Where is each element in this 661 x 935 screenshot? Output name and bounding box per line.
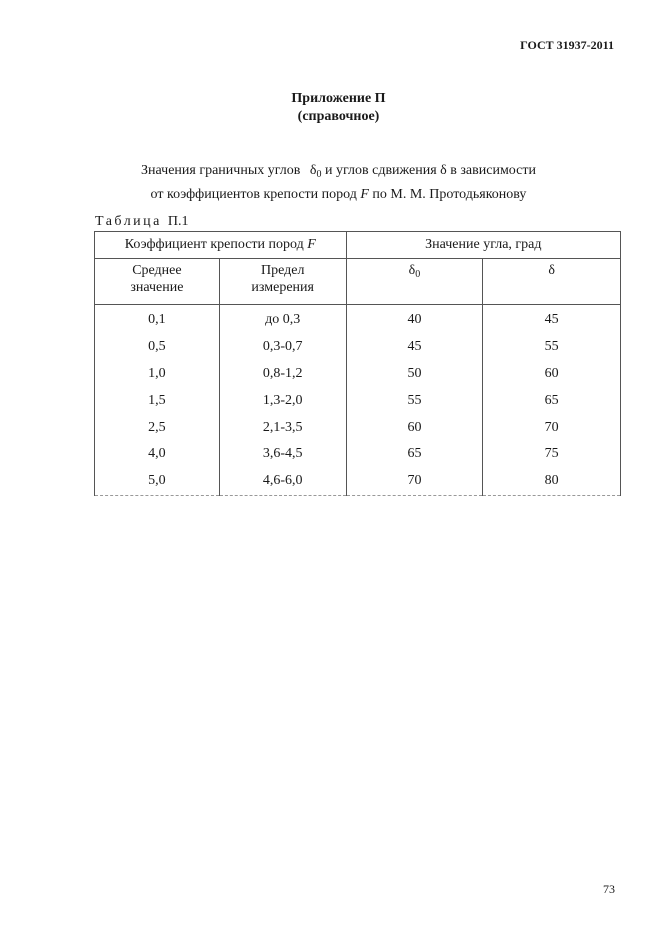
cell-d0: 45 [346,334,483,361]
cell-d0: 40 [346,305,483,334]
cell-d0: 70 [346,468,483,495]
cell-mean: 5,0 [95,468,220,495]
cell-d: 70 [483,414,621,441]
cell-d0: 65 [346,441,483,468]
table-row [95,414,621,441]
caption-line-2 [8,185,661,205]
table-row [95,468,621,495]
table-label-number: П.1 [167,214,189,229]
cell-range: 3,6-4,5 [219,441,346,468]
delta-0-symbol: $\delta_0$ [309,163,322,180]
cell-range: 0,3-0,7 [219,334,346,361]
cell-d: 80 [483,468,621,495]
appendix-subtitle: (справочное) [297,109,380,124]
cell-range: 1,3-2,0 [219,387,346,414]
caption-text: в зависимости [450,163,536,178]
appendix-heading [8,90,661,126]
table-subheader-row [95,259,621,305]
cell-mean: 0,5 [95,334,220,361]
cell-d: 65 [483,387,621,414]
cell-range: 4,6-6,0 [219,468,346,495]
cell-mean: 1,0 [95,361,220,388]
caption-text: Значения граничных углов [141,163,301,178]
cell-d: 75 [483,441,621,468]
table-row [95,361,621,388]
page-number: 73 [603,882,615,896]
table-body [95,305,621,496]
cell-range: 0,8-1,2 [219,361,346,388]
cell-d0: 60 [346,414,483,441]
header-angle-value: Значение угла, град [346,232,620,259]
caption-text: от коэффициентов крепости пород [150,187,357,202]
caption-text: по М. М. Протодьяконову [372,187,527,202]
cell-mean: 2,5 [95,414,220,441]
table-row [95,334,621,361]
f-symbol: F [360,187,369,202]
appendix-title: Приложение П [291,91,386,106]
subheader-delta-0: $\delta_0$ [346,259,483,305]
subheader-range: Предел измерения [219,259,346,305]
subheader-delta: δ [483,259,621,305]
table-label-word: Таблица [95,214,162,229]
table-row [95,305,621,334]
table-row [95,441,621,468]
cell-mean: 0,1 [95,305,220,334]
table-header-row [95,232,621,259]
cell-mean: 1,5 [95,387,220,414]
subheader-mean: Среднее значение [95,259,220,305]
cell-d0: 50 [346,361,483,388]
table-row [95,387,621,414]
delta-symbol: δ [440,163,447,178]
coefficient-table [94,231,621,496]
cell-mean: 4,0 [95,441,220,468]
cell-d: 45 [483,305,621,334]
header-coefficient: Коэффициент крепости пород F [95,232,347,259]
table-label [95,214,189,230]
caption-text: и углов сдвижения [324,163,437,178]
cell-d: 60 [483,361,621,388]
cell-d0: 55 [346,387,483,414]
cell-range: до 0,3 [219,305,346,334]
cell-range: 2,1-3,5 [219,414,346,441]
table-caption [8,161,661,205]
document-code: ГОСТ 31937-2011 [520,38,614,52]
cell-d: 55 [483,334,621,361]
caption-line-1 [8,161,661,185]
